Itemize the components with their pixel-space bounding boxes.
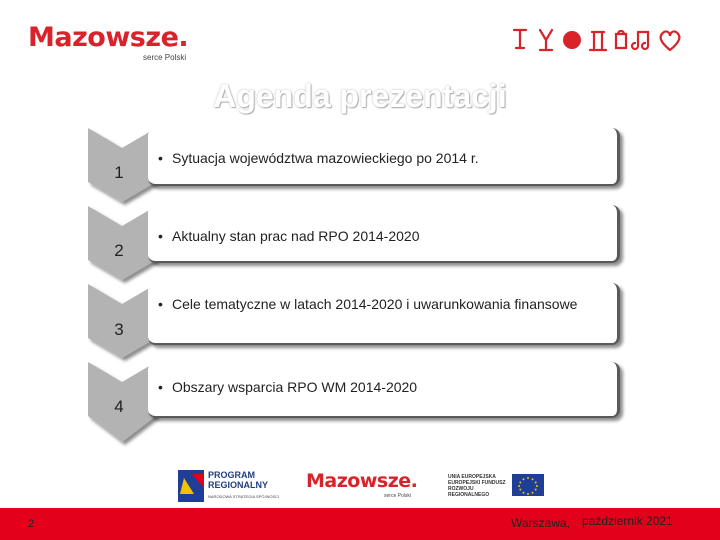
page-number: 2 <box>28 518 35 530</box>
bullet: • <box>158 150 163 166</box>
agenda-item <box>158 227 588 245</box>
agenda-item <box>158 295 588 313</box>
agenda-box <box>148 283 620 345</box>
agenda-item-text: Aktualny stan prac nad RPO 2014-2020 <box>172 228 420 244</box>
figure-icon <box>514 30 526 48</box>
agenda-item-text: Sytuacja województwa mazowieckiego po 2014 r. <box>172 150 479 166</box>
mazowsze-logo: Mazowsze. <box>28 22 189 53</box>
agenda-item-text: Cele tematyczne w latach 2014-2020 i uwarunkowania finansowe <box>172 296 578 312</box>
logo-tagline: serce Polski <box>143 53 187 62</box>
mazowsze-tagline-footer: serce Polski <box>384 493 411 499</box>
music-icon <box>632 32 648 49</box>
agenda-item <box>158 378 588 396</box>
heart-icon <box>661 31 680 50</box>
step-number: 1 <box>114 163 124 182</box>
face-icon <box>563 31 581 49</box>
footer-date: październik 2021 <box>582 514 673 528</box>
step-number: 2 <box>114 241 124 260</box>
step-number: 3 <box>114 320 124 339</box>
bullet: • <box>158 228 163 244</box>
program-regionalny-text <box>208 470 268 490</box>
agenda-item-text: Obszary wsparcia RPO WM 2014-2020 <box>172 379 418 395</box>
eu-flag-icon <box>512 474 544 496</box>
bullet: • <box>158 296 163 312</box>
program-line-1: PROGRAM <box>208 470 255 480</box>
step-number: 4 <box>114 397 124 416</box>
pictogram-icons <box>510 26 690 54</box>
mazowsze-logo-footer: Mazowsze. <box>306 470 418 492</box>
bullet: • <box>158 379 163 395</box>
plant-icon <box>540 30 552 50</box>
slide-title: Agenda prezentacji <box>213 78 507 114</box>
footer-place: Warszawa, <box>511 516 570 530</box>
bag-icon <box>616 31 626 48</box>
eu-fund-text: UNIA EUROPEJSKA EUROPEJSKI FUNDUSZ ROZWOJU REGIONALNEGO <box>448 474 506 498</box>
agenda-item <box>158 149 588 167</box>
building-icon <box>590 32 606 50</box>
program-line-2: REGIONALNY <box>208 480 269 490</box>
program-subtext: NARODOWA STRATEGIA SPÓJNOŚCI <box>208 494 280 499</box>
